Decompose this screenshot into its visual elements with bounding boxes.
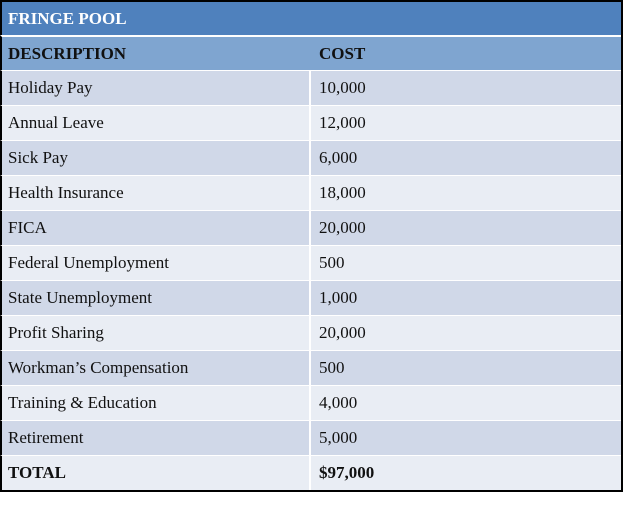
row-cost: 20,000 <box>319 323 366 342</box>
table-row <box>0 140 621 175</box>
row-description: FICA <box>2 211 311 245</box>
table-title: FRINGE POOL <box>8 8 127 28</box>
table-row <box>0 315 621 350</box>
row-cost: 1,000 <box>319 288 358 307</box>
row-description: Annual Leave <box>2 106 311 140</box>
total-value: $97,000 <box>319 463 375 482</box>
row-cost: 20,000 <box>319 218 366 237</box>
table-row <box>0 175 621 210</box>
row-cost: 500 <box>319 358 345 377</box>
row-cost: 18,000 <box>319 183 366 202</box>
row-description: Workman’s Compensation <box>2 351 311 385</box>
row-description: Training & Education <box>2 386 311 420</box>
row-cost: 500 <box>319 253 345 272</box>
row-description: Holiday Pay <box>2 71 311 105</box>
row-cost: 10,000 <box>319 78 366 97</box>
row-description: Health Insurance <box>2 176 311 210</box>
row-description: Sick Pay <box>2 141 311 175</box>
row-description: State Unemployment <box>2 281 311 315</box>
header-row <box>0 35 621 70</box>
row-cost: 5,000 <box>319 428 358 447</box>
header-cost: COST <box>319 43 366 63</box>
row-description: Federal Unemployment <box>2 246 311 280</box>
total-row <box>0 455 621 490</box>
table-title-row <box>0 2 621 35</box>
row-description: Profit Sharing <box>2 316 311 350</box>
total-label: TOTAL <box>2 456 311 490</box>
row-description: Retirement <box>2 421 311 455</box>
table-row <box>0 210 621 245</box>
table-row <box>0 350 621 385</box>
table-row <box>0 385 621 420</box>
header-description: DESCRIPTION <box>8 43 127 63</box>
row-cost: 12,000 <box>319 113 366 132</box>
table-row <box>0 420 621 455</box>
row-cost: 6,000 <box>319 148 358 167</box>
table-row <box>0 70 621 105</box>
row-cost: 4,000 <box>319 393 358 412</box>
table-row <box>0 105 621 140</box>
table-row <box>0 280 621 315</box>
table-row <box>0 245 621 280</box>
